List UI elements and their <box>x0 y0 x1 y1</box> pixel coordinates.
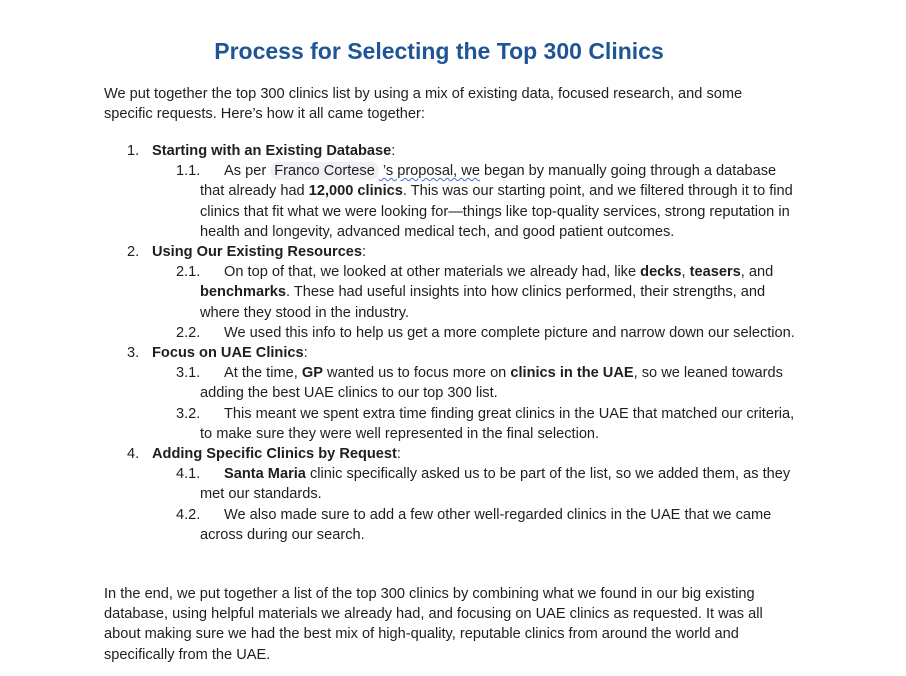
list-number: 4.1. <box>176 466 201 483</box>
section-heading: Adding Specific Clinics by Request <box>152 446 397 463</box>
section-heading: Using Our Existing Resources <box>152 244 363 261</box>
list-number: 4.2. <box>176 506 201 523</box>
list-number: 1. <box>127 143 140 159</box>
numbered-list <box>104 141 804 545</box>
list-item-3-1: 3.1. At the time, GP wanted us to focus more on clinics in the UAE, so we leaned towards adding the best UAE clinics to our top 300 list. <box>176 365 783 402</box>
list-item-3-2: 3.2. This meant we spent extra time finding great clinics in the UAE that matched our criteria, to make sure they were well represented in the final selection. <box>176 405 795 442</box>
list-item-2-2: 2.2. We used this info to help us get a more complete picture and narrow down our selection. <box>104 323 804 343</box>
list-item-section-1: 1. Starting with an Existing Database: <box>104 141 804 161</box>
list-number: 4. <box>127 446 140 463</box>
person-mention-chip[interactable]: Franco Cortese <box>270 162 379 180</box>
list-number: 3.1. <box>176 365 201 382</box>
list-item-section-2: 2. Using Our Existing Resources: <box>104 242 804 262</box>
section-heading: Starting with an Existing Database <box>152 143 392 159</box>
list-item-4-2: 4.2. We also made sure to add a few other well-regarded clinics in the UAE that we came across during our search. <box>176 506 772 543</box>
list-number: 2.1. <box>176 264 201 281</box>
section-heading: Focus on UAE Clinics <box>152 345 304 362</box>
list-item-2-1: 2.1. On top of that, we looked at other materials we already had, like decks, teasers, and benchmarks. These had useful insights into how clinics performed, their strengths, and where they stood in the industry. <box>176 264 774 321</box>
list-number: 1.1. <box>176 163 201 180</box>
intro-paragraph: We put together the top 300 clinics list by using a mix of existing data, focused research, and some specific requests. Here’s how it all came together: <box>104 86 743 123</box>
list-number: 2.2. <box>176 324 201 341</box>
list-number: 3. <box>127 345 140 362</box>
conclusion-paragraph: In the end, we put together a list of the top 300 clinics by combining what we found in our big existing database, using helpful materials we already had, and focusing on UAE clinics as requested. It was all about making sure we had the best mix of high-quality, reputable clinics from around the world and specifically from the UAE. <box>104 586 763 663</box>
list-item-1-1: 1.1. As per Franco Cortese ’s proposal, we began by manually going through a database that already had 12,000 clinics. This was our starting point, and we filtered through it to find clinics that fit what we were looking for—things like top-quality services, strong reputation in health and longevity, advanced medical tech, and good patient outcomes. <box>176 163 793 240</box>
list-item-4-1: 4.1. Santa Maria clinic specifically asked us to be part of the list, so we added them, as they met our standards. <box>176 466 791 503</box>
list-number: 2. <box>127 244 140 261</box>
document-title: Process for Selecting the Top 300 Clinics <box>214 38 664 64</box>
list-item-section-3: 3. Focus on UAE Clinics: <box>104 343 804 363</box>
list-item-section-4: 4. Adding Specific Clinics by Request: <box>104 444 804 464</box>
list-number: 3.2. <box>176 405 201 422</box>
spellcheck-underline: ’s proposal, we <box>378 163 480 180</box>
